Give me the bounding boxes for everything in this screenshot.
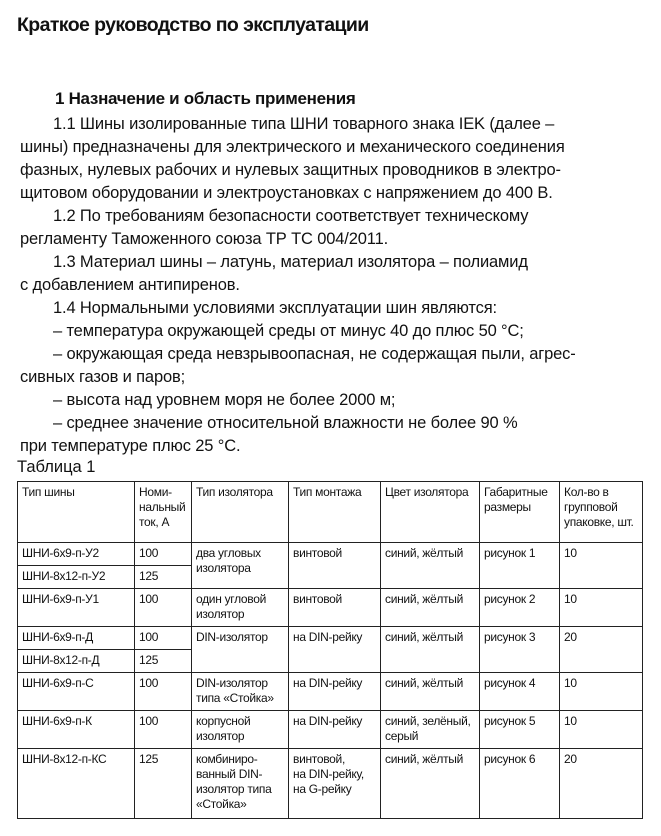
cell-mount: на DIN-рейку	[289, 673, 381, 711]
cell-mount: винтовой	[289, 543, 381, 589]
paragraph-1-1	[20, 113, 630, 205]
cell-type: ШНИ-6х9-п-Д	[18, 627, 135, 650]
text-line: регламенту Таможенного союза ТР ТС 004/2011.	[20, 230, 389, 248]
list-item: – высота над уровнем моря не более 2000 м;	[53, 391, 396, 409]
cell-insulator: DIN-изолятор	[192, 627, 289, 673]
header-insulator: Тип изолятора	[192, 482, 289, 543]
cell-type: ШНИ-6х9-п-У1	[18, 589, 135, 627]
text-line: 1.4 Нормальными условиями эксплуатации шин являются:	[53, 299, 497, 317]
cell-quantity: 10	[560, 589, 643, 627]
cell-current: 100	[135, 627, 192, 650]
cell-color: синий, жёлтый	[381, 589, 480, 627]
header-dimensions: Габаритные размеры	[480, 482, 560, 543]
cell-current: 125	[135, 749, 192, 819]
cell-insulator: DIN-изолятор типа «Стойка»	[192, 673, 289, 711]
table-header-row	[18, 482, 643, 543]
header-current: Номи- нальный ток, А	[135, 482, 192, 543]
cell-insulator: корпусной изолятор	[192, 711, 289, 749]
text-line: сивных газов и паров;	[20, 368, 186, 386]
cell-current: 125	[135, 566, 192, 589]
cell-insulator: два угловых изолятора	[192, 543, 289, 589]
table-row	[18, 673, 643, 711]
list-item: – окружающая среда невзрывоопасная, не содержащая пыли, агрес-	[53, 345, 576, 363]
cell-type: ШНИ-6х9-п-У2	[18, 543, 135, 566]
cell-quantity: 10	[560, 711, 643, 749]
cell-quantity: 10	[560, 543, 643, 589]
cell-current: 100	[135, 589, 192, 627]
list-item: – среднее значение относительной влажности не более 90 %	[53, 414, 518, 432]
text-line: 1.2 По требованиям безопасности соответствует техническому	[53, 207, 529, 225]
cell-type: ШНИ-8х12-п-У2	[18, 566, 135, 589]
cell-quantity: 20	[560, 749, 643, 819]
text-line: щитовом оборудовании и электроустановках с напряжением до 400 В.	[20, 184, 553, 202]
cell-color: синий, жёлтый	[381, 673, 480, 711]
section-heading: 1 Назначение и область применения	[55, 89, 356, 108]
list-item: – температура окружающей среды от минус 40 до плюс 50 °С;	[53, 322, 524, 340]
busbar-spec-table	[17, 481, 643, 819]
cell-color: синий, жёлтый	[381, 749, 480, 819]
table-row	[18, 711, 643, 749]
header-color: Цвет изолятора	[381, 482, 480, 543]
cell-insulator: комбиниро- ванный DIN- изолятор типа «Стойка»	[192, 749, 289, 819]
text-line: 1.1 Шины изолированные типа ШНИ товарного знака IEK (далее –	[53, 115, 555, 133]
cell-current: 100	[135, 543, 192, 566]
page-title: Краткое руководство по эксплуатации	[17, 14, 369, 36]
cell-mount: винтовой	[289, 589, 381, 627]
text-line: фазных, нулевых рабочих и нулевых защитных проводников в электро-	[20, 161, 561, 179]
text-line: с добавлением антипиренов.	[20, 276, 240, 294]
paragraph-1-2	[20, 205, 630, 251]
table-row	[18, 589, 643, 627]
cell-color: синий, зелёный, серый	[381, 711, 480, 749]
cell-dimensions: рисунок 1	[480, 543, 560, 589]
cell-quantity: 20	[560, 627, 643, 673]
header-type: Тип шины	[18, 482, 135, 543]
cell-dimensions: рисунок 3	[480, 627, 560, 673]
cell-dimensions: рисунок 2	[480, 589, 560, 627]
header-quantity: Кол-во в групповой упаковке, шт.	[560, 482, 643, 543]
cell-quantity: 10	[560, 673, 643, 711]
text-line: 1.3 Материал шины – латунь, материал изолятора – полиамид	[53, 253, 528, 271]
cell-insulator: один угловой изолятор	[192, 589, 289, 627]
cell-color: синий, жёлтый	[381, 543, 480, 589]
table-row	[18, 543, 643, 566]
cell-mount: винтовой, на DIN-рейку, на G-рейку	[289, 749, 381, 819]
cell-mount: на DIN-рейку	[289, 627, 381, 673]
cell-type: ШНИ-8х12-п-КС	[18, 749, 135, 819]
cell-current: 100	[135, 673, 192, 711]
table-caption: Таблица 1	[17, 458, 96, 476]
cell-type: ШНИ-8х12-п-Д	[18, 650, 135, 673]
cell-current: 125	[135, 650, 192, 673]
cell-color: синий, жёлтый	[381, 627, 480, 673]
table-row	[18, 749, 643, 819]
cell-type: ШНИ-6х9-п-С	[18, 673, 135, 711]
cell-current: 100	[135, 711, 192, 749]
cell-mount: на DIN-рейку	[289, 711, 381, 749]
header-mount: Тип монтажа	[289, 482, 381, 543]
paragraph-1-4	[20, 297, 630, 458]
cell-dimensions: рисунок 4	[480, 673, 560, 711]
cell-dimensions: рисунок 5	[480, 711, 560, 749]
text-line: при температуре плюс 25 °С.	[20, 437, 241, 455]
paragraph-1-3	[20, 251, 630, 297]
table-row	[18, 627, 643, 650]
cell-dimensions: рисунок 6	[480, 749, 560, 819]
cell-type: ШНИ-6х9-п-К	[18, 711, 135, 749]
text-line: шины) предназначены для электрического и механического соединения	[20, 138, 565, 156]
